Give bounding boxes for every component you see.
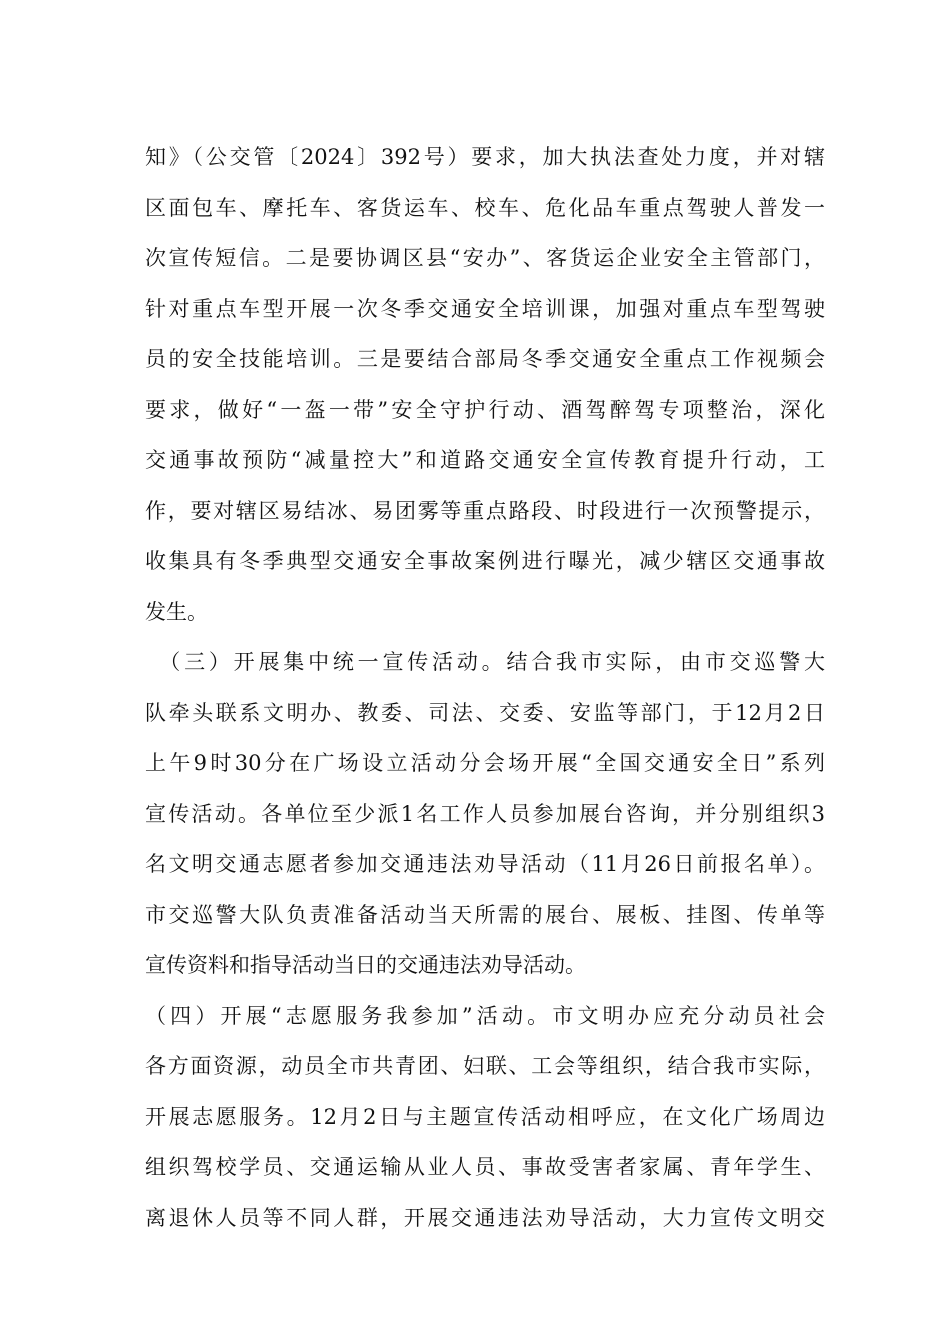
text-line: 收集具有冬季典型交通安全事故案例进行曝光，减少辖区交通事故: [145, 549, 825, 573]
text-line: 发生。: [145, 599, 208, 624]
text-line: 知》（公交管〔2024〕392号）要求，加大执法查处力度，并对辖: [145, 145, 825, 169]
paragraph-section-3: [145, 637, 825, 991]
text-line: 要求，做好“一盔一带”安全守护行动、酒驾醉驾专项整治，深化: [145, 397, 825, 422]
text-line: （四）开展“志愿服务我参加”活动。市文明办应充分动员社会: [145, 1003, 825, 1028]
text-line: 名文明交通志愿者参加交通违法劝导活动（11月26日前报名单）。: [145, 852, 825, 876]
text-line: 上午9时30分在广场设立活动分会场开展“全国交通安全日”系列: [145, 751, 825, 775]
text-line: 离退休人员等不同人群，开展交通违法劝导活动，大力宣传文明交: [145, 1205, 825, 1230]
text-line: 针对重点车型开展一次冬季交通安全培训课，加强对重点车型驾驶: [145, 296, 825, 321]
text-line: 宣传资料和指导活动当日的交通违法劝导活动。: [145, 953, 586, 977]
text-line: 次宣传短信。二是要协调区县“安办”、客货运企业安全主管部门，: [145, 246, 825, 270]
text-line: 员的安全技能培训。三是要结合部局冬季交通安全重点工作视频会: [145, 347, 825, 371]
body-text: [145, 132, 825, 1243]
text-line: 交通事故预防“减量控大”和道路交通安全宣传教育提升行动，工: [145, 448, 825, 472]
text-line: 各方面资源，动员全市共青团、妇联、工会等组织，结合我市实际，: [145, 1054, 825, 1078]
text-line: 宣传活动。各单位至少派1名工作人员参加展台咨询，并分别组织3: [145, 801, 825, 826]
paragraph-section-4: [145, 991, 825, 1244]
text-line: 组织驾校学员、交通运输从业人员、事故受害者家属、青年学生、: [145, 1155, 825, 1179]
text-line: 市交巡警大队负责准备活动当天所需的展台、展板、挂图、传单等: [145, 902, 825, 927]
text-line: 区面包车、摩托车、客货运车、校车、危化品车重点驾驶人普发一: [145, 195, 825, 220]
text-line: （三）开展集中统一宣传活动。结合我市实际，由市交巡警大: [145, 650, 825, 674]
paragraph-continuation: [145, 132, 825, 637]
text-line: 队牵头联系文明办、教委、司法、交委、安监等部门，于12月2日: [145, 700, 825, 725]
text-line: 作，要对辖区易结冰、易团雾等重点路段、时段进行一次预警提示，: [145, 498, 825, 523]
text-line: 开展志愿服务。12月2日与主题宣传活动相呼应，在文化广场周边: [145, 1104, 825, 1129]
